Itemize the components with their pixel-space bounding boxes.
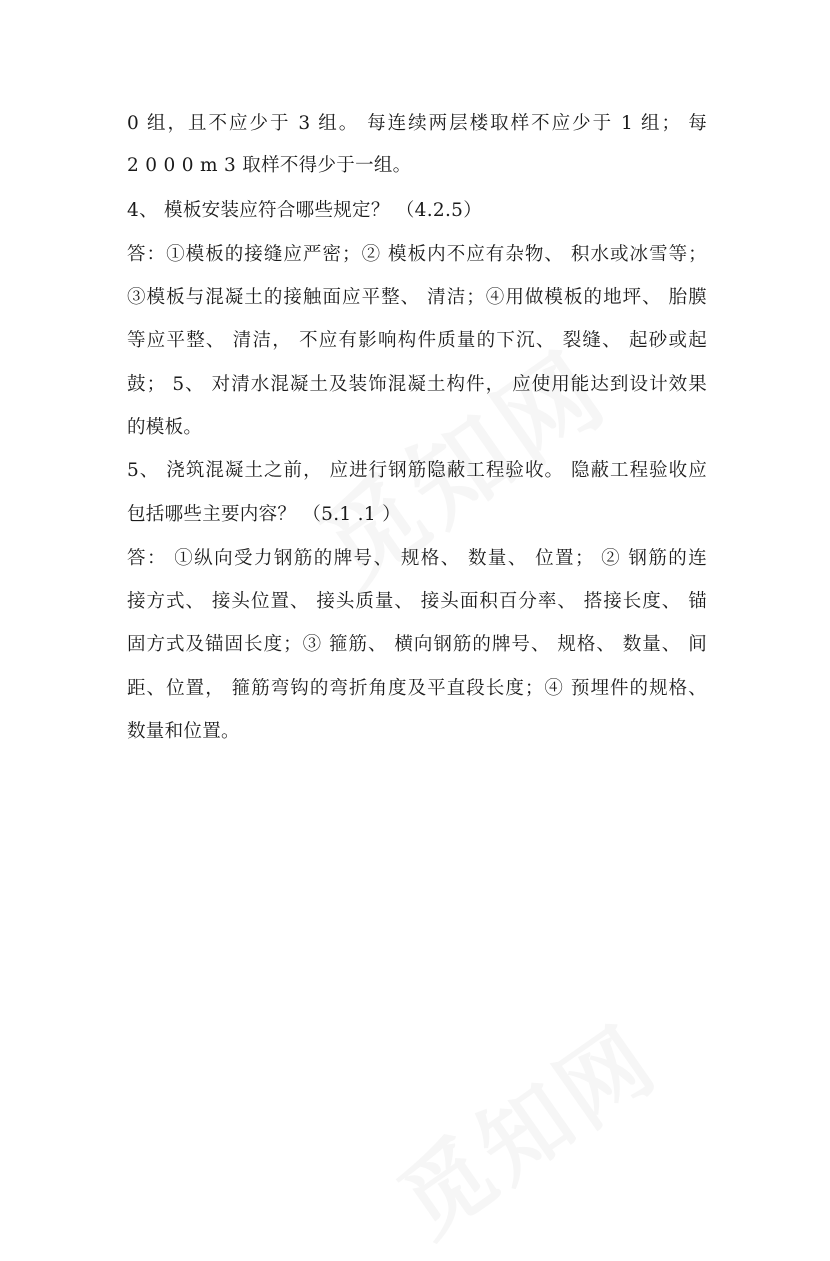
answer-5-line: 距、位置， 箍筋弯钩的弯折角度及平直段长度；④ 预埋件的规格、 bbox=[127, 678, 707, 699]
question-5-heading: 包括哪些主要内容？ （5.1 .1 ） bbox=[127, 504, 401, 525]
text-line: 0 组，且不应少于 3 组。 每连续两层楼取样不应少于 1 组； 每 bbox=[127, 113, 707, 134]
answer-4-line: ③模板与混凝土的接触面应平整、 清洁；④用做模板的地坪、 胎膜 bbox=[127, 287, 707, 308]
answer-5-line: 固方式及锚固长度；③ 箍筋、 横向钢筋的牌号、 规格、 数量、 间 bbox=[127, 634, 707, 655]
answer-4-line: 等应平整、 清洁， 不应有影响构件质量的下沉、 裂缝、 起砂或起 bbox=[127, 330, 707, 351]
answer-4-line: 鼓； 5、 对清水混凝土及装饰混凝土构件， 应使用能达到设计效果 bbox=[127, 374, 707, 395]
question-4-heading: 4、 模板安装应符合哪些规定？ （4.2.5） bbox=[127, 200, 483, 221]
answer-5-line: 接方式、 接头位置、 接头质量、 接头面积百分率、 搭接长度、 锚 bbox=[127, 591, 707, 612]
watermark bbox=[369, 989, 679, 1261]
answer-5-line: 数量和位置。 bbox=[127, 721, 240, 742]
answer-4-line: 的模板。 bbox=[127, 417, 203, 438]
answer-5-line: 答： ①纵向受力钢筋的牌号、 规格、 数量、 位置； ② 钢筋的连 bbox=[127, 548, 707, 569]
answer-4-line: 答：①模板的接缝应严密；② 模板内不应有杂物、 积水或冰雪等； bbox=[127, 244, 707, 265]
question-5-heading: 5、 浇筑混凝土之前， 应进行钢筋隐蔽工程验收。 隐蔽工程验收应 bbox=[127, 460, 707, 481]
text-line: 2 0 0 0 m 3 取样不得少于一组。 bbox=[127, 155, 412, 176]
